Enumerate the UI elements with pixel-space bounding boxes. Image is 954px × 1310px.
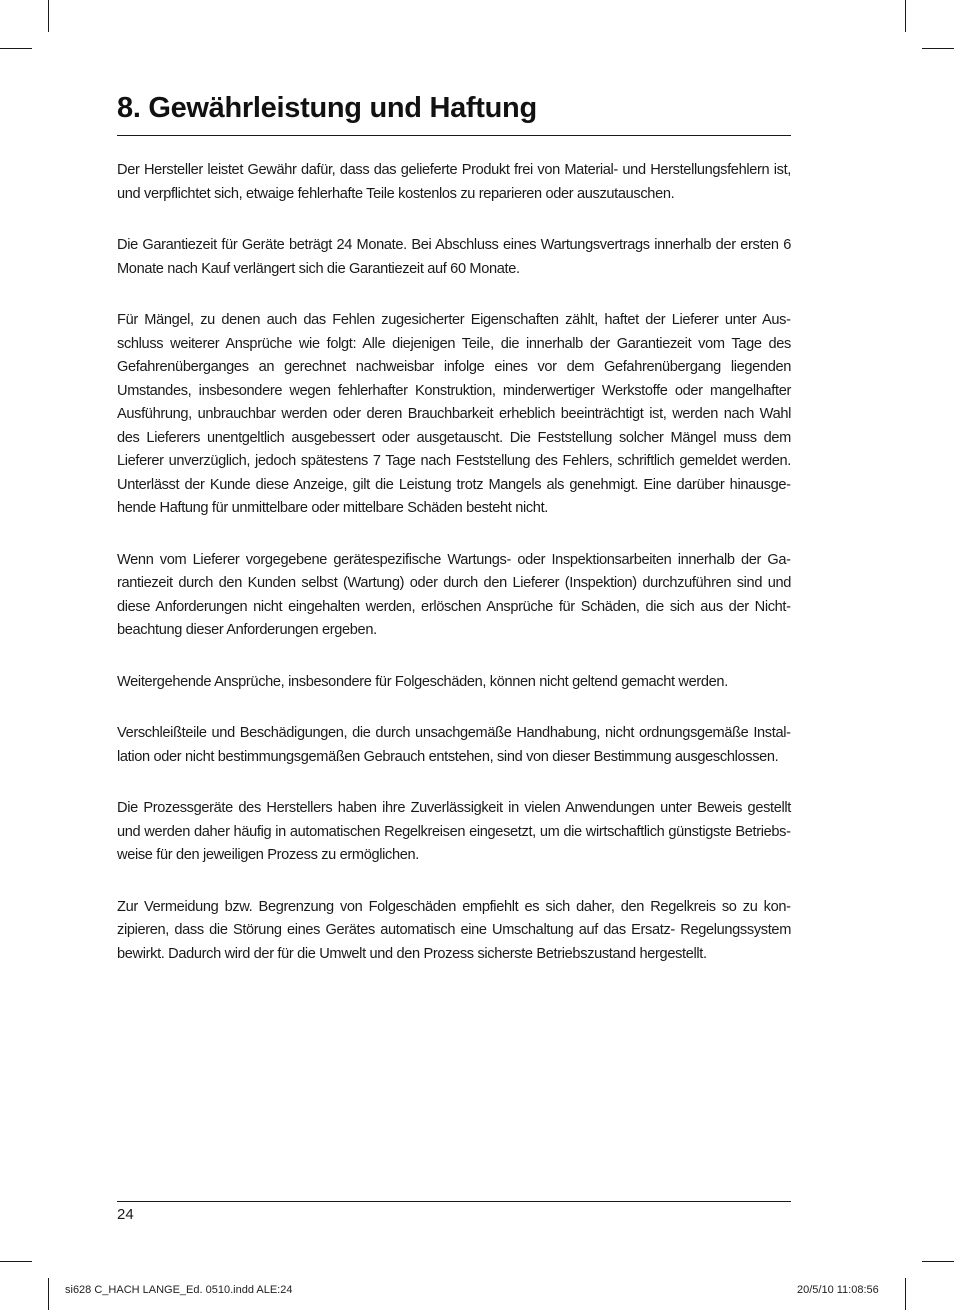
paragraph: Wenn vom Lieferer vorgegebene gerätespezifische Wartungs- oder Inspektionsarbeiten innerhalb der Garantiezeit durch den Kunden selbst (Wartung) oder durch den Lieferer (Inspektion) durchzuführen sind und diese Anforderungen nicht eingehalten werden, erlöschen Ansprüche für Schäden, die sich aus der Nichtbeachtung dieser Anforderungen ergeben. [117, 551, 791, 638]
crop-mark-bottom-right [905, 1278, 906, 1310]
paragraph: Für Mängel, zu denen auch das Fehlen zugesicherter Eigenschaften zählt, haftet der Lieferer unter Ausschluss weiterer Ansprüche wie folgt: Alle diejenigen Teile, die innerhalb der Garantiezeit vom Tage des Gefahrenüberganges an gerechnet nachweisbar infolge eines vor dem Gefahrenübergang liegenden Umstandes, insbesondere wegen fehlerhafter Konstruktion, minderwertiger Werkstoffe oder mangelhafter Ausführung, unbrauchbar werden oder deren Brauchbarkeit erheblich beeinträchtigt ist, werden nach Wahl des Lieferers unentgeltlich ausgebessert oder ausgetauscht. Die Feststellung solcher Mängel muss dem Lieferer unverzüglich, jedoch spätestens 7 Tage nach Feststellung des Fehlers, schriftlich gemeldet werden. Unterlässt der Kunde diese Anzeige, gilt die Leistung trotz Mangels als genehmigt. Eine darüber hinausgehende Haftung für unmittelbare oder mittelbare Schäden besteht nicht. [117, 312, 791, 516]
paragraph: Der Hersteller leistet Gewähr dafür, dass das gelieferte Produkt frei von Material- und Herstellungsfehlern ist, und verpflichtet sich, etwaige fehlerhafte Teile kostenlos zu reparieren oder auszutauschen. [117, 162, 791, 202]
title-divider [117, 135, 791, 136]
footer-divider [117, 1201, 791, 1202]
page-number: 24 [117, 1206, 134, 1223]
paragraph: Weitergehende Ansprüche, insbesondere für Folgeschäden, können nicht geltend gemacht werden. [117, 673, 728, 690]
crop-mark-top-right [922, 48, 954, 49]
crop-mark-bottom-left [48, 1278, 49, 1310]
page-title: 8. Gewährleistung und Haftung [117, 92, 537, 124]
paragraph: Die Garantiezeit für Geräte beträgt 24 Monate. Bei Abschluss eines Wartungsvertrags innerhalb der ersten 6 Monate nach Kauf verlängert sich die Garantiezeit auf 60 Monate. [117, 237, 791, 277]
crop-mark-bottom-left [0, 1261, 32, 1262]
paragraph: Verschleißteile und Beschädigungen, die durch unsachgemäße Handhabung, nicht ordnungsgemäße Installation oder nicht bestimmungsgemäßen Gebrauch entstehen, sind von dieser Bestimmung ausgeschlossen. [117, 725, 791, 765]
paragraph: Zur Vermeidung bzw. Begrenzung von Folgeschäden empfiehlt es sich daher, den Regelkreis so zu konzipieren, dass die Störung eines Gerätes automatisch eine Umschaltung auf das Ersatz- Regelungssystem bewirkt. Dadurch wird der für die Umwelt und den Prozess sicherste Betriebszustand hergestellt. [117, 898, 791, 962]
crop-mark-top-right [905, 0, 906, 32]
print-slug-file: si628 C_HACH LANGE_Ed. 0510.indd ALE:24 [65, 1284, 293, 1296]
print-slug-timestamp: 20/5/10 11:08:56 [797, 1284, 879, 1296]
crop-mark-top-left [0, 48, 32, 49]
crop-mark-bottom-right [922, 1261, 954, 1262]
body-text [117, 159, 791, 994]
paragraph: Die Prozessgeräte des Herstellers haben ihre Zuverlässigkeit in vielen Anwendungen unter Beweis gestellt und werden daher häufig in automatischen Regelkreisen eingesetzt, um die wirtschaftlich günstigste Betriebsweise für den jeweiligen Prozess zu ermöglichen. [117, 800, 791, 863]
crop-mark-top-left [48, 0, 49, 32]
